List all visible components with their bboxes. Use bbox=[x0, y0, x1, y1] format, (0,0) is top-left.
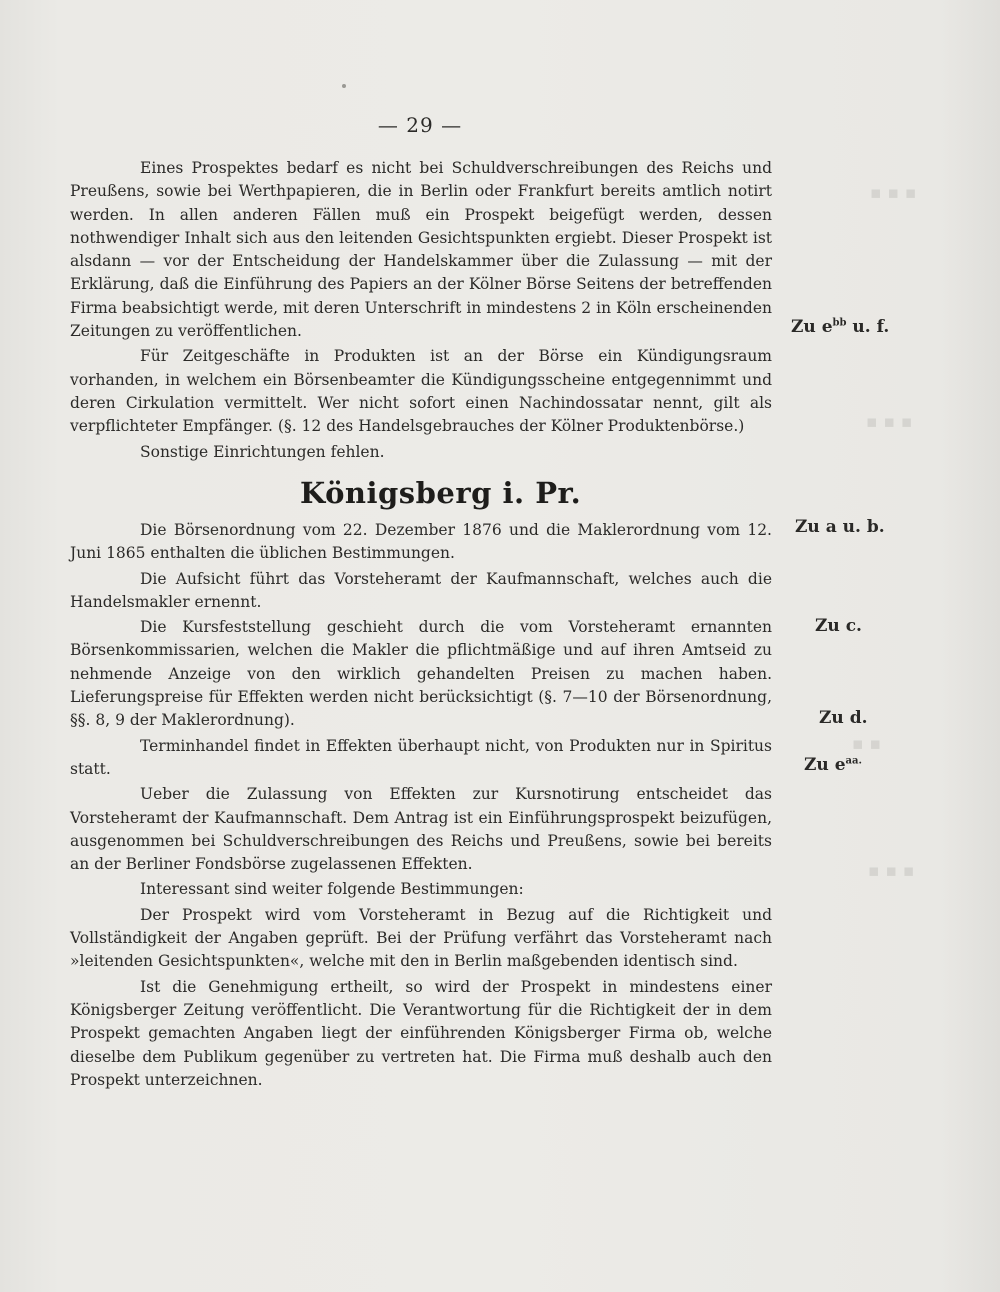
section-heading-koenigsberg: Königsberg i. Pr. bbox=[300, 476, 582, 510]
paragraph: Ueber die Zulassung von Effekten zur Kursnotirung entscheidet das Vorsteheramt der Kaufmannschaft. Dem Antrag ist ein Einführungsprospekt beizufügen, ausgenommen bei Schuldverschreibungen des Reichs und Preußens, sowie bei bereits an der Berliner Fondsbörse zugelassenen Effekten. bbox=[70, 785, 772, 874]
margin-note-superscript: bb bbox=[832, 317, 847, 329]
margin-note bbox=[804, 755, 862, 775]
show-through-mark: ▪ ▪ ▪ bbox=[866, 412, 913, 432]
paragraph: Für Zeitgeschäfte in Produkten ist an der Börse ein Kündigungsraum vorhanden, in welchem ein Börsenbeamter die Kündigungsscheine entgegennimmt und deren Cirkulation vermittelt. Wer nicht sofort einen Nachindossatar nennt, gilt als verpflichteter Empfänger. (§. 12 des Handelsgebrauches der Kölner Produktenbörse.) bbox=[70, 347, 772, 436]
paragraph: Interessant sind weiter folgende Bestimmungen: bbox=[140, 880, 524, 899]
paragraph: Der Prospekt wird vom Vorsteheramt in Bezug auf die Richtigkeit und Vollständigkeit der Angaben geprüft. Bei der Prüfung verfährt das Vorsteheramt nach »leitenden Gesichtspunkten«, welche mit den in Berlin maßgebenden identisch sind. bbox=[70, 905, 772, 971]
margin-note-text: Zu e bbox=[791, 317, 833, 337]
paragraph: Die Aufsicht führt das Vorsteheramt der Kaufmannschaft, welches auch die Handelsmakler ernennt. bbox=[70, 569, 772, 611]
margin-note bbox=[791, 317, 889, 337]
show-through-mark: ▪ ▪ ▪ bbox=[868, 861, 915, 881]
margin-note-text: Zu e bbox=[804, 755, 846, 775]
paragraph: Ist die Genehmigung ertheilt, so wird der Prospekt in mindestens einer Königsberger Zeitung veröffentlicht. Die Verantwortung für die Richtigkeit der in dem Prospekt gemachten Angaben liegt der einführenden Königsberger Firma ob, welche dieselbe dem Publikum gegenüber zu vertreten hat. Die Firma muß deshalb auch den Prospekt unterzeichnen. bbox=[70, 977, 772, 1089]
margin-note-text: Zu a u. b. bbox=[795, 517, 885, 537]
margin-note bbox=[815, 616, 862, 636]
margin-note-superscript: aa. bbox=[845, 755, 862, 767]
section-koeln-continued bbox=[70, 157, 772, 466]
paragraph: Eines Prospektes bedarf es nicht bei Schuldverschreibungen des Reichs und Preußens, sowie bei Werthpapieren, die in Berlin oder Frankfurt bereits amtlich notirt werden. In allen anderen Fällen muß ein Prospekt beigefügt werden, dessen nothwendiger Inhalt sich aus den leitenden Gesichtspunkten ergiebt. Dieser Prospekt ist alsdann — vor der Entscheidung der Handelskammer über die Zulassung — mit der Erklärung, daß die Einführung des Papiers an der Kölner Börse Seitens der betreffenden Firma beabsichtigt werde, mit deren Unterschrift in mindestens 2 in Köln erscheinenden Zeitungen zu veröffentlichen. bbox=[70, 159, 772, 341]
paragraph: Sonstige Einrichtungen fehlen. bbox=[140, 442, 385, 461]
show-through-mark: ▪ ▪ ▪ bbox=[870, 183, 917, 203]
margin-note-text: Zu d. bbox=[819, 708, 868, 728]
ink-dot bbox=[342, 84, 346, 88]
margin-note bbox=[795, 517, 885, 537]
margin-note bbox=[819, 708, 868, 728]
page-number: — 29 — bbox=[377, 113, 463, 137]
paragraph: Die Börsenordnung vom 22. Dezember 1876 und die Maklerordnung vom 12. Juni 1865 enthalten die üblichen Bestimmungen. bbox=[70, 521, 772, 563]
section-koenigsberg bbox=[70, 519, 772, 1094]
paragraph: Die Kursfeststellung geschieht durch die vom Vorsteheramt ernannten Börsenkommissarien, welchen die Makler die pflichtmäßige und auf ihren Amtseid zu nehmende Anzeige von den wirklich gehandelten Preisen zu machen haben. Lieferungspreise für Effekten werden nicht berücksichtigt (§. 7—10 der Börsenordnung, §§. 8, 9 der Maklerordnung). bbox=[70, 618, 772, 730]
margin-note-suffix: u. f. bbox=[846, 317, 890, 337]
margin-note-text: Zu c. bbox=[815, 616, 862, 636]
paragraph: Terminhandel findet in Effekten überhaupt nicht, von Produkten nur in Spiritus statt. bbox=[70, 736, 772, 778]
show-through-mark: ▪ ▪ bbox=[852, 734, 881, 754]
